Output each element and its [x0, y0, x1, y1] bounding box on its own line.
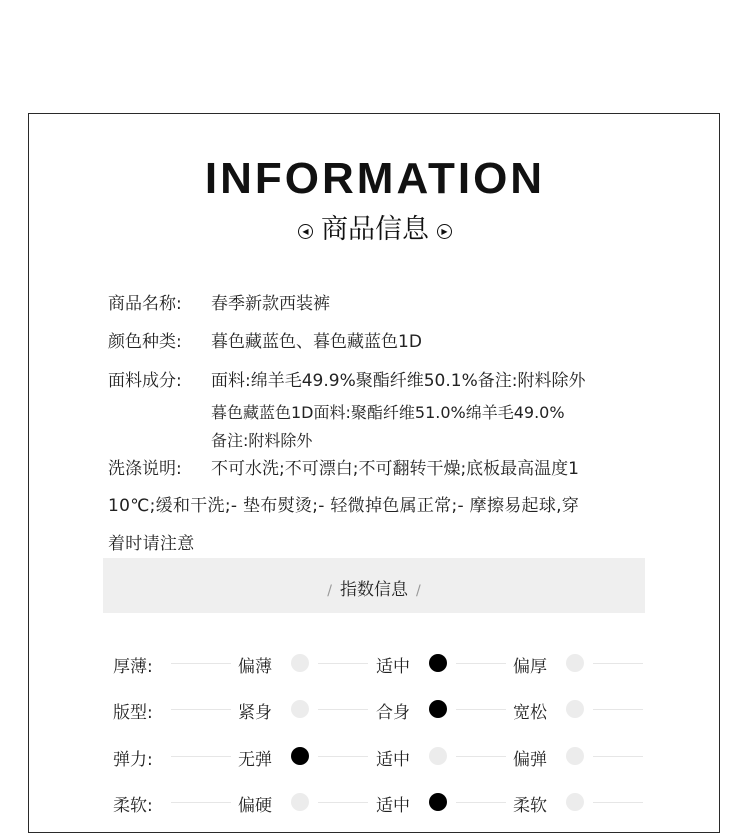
divider-line	[318, 756, 368, 757]
indicator-dot-selected	[429, 700, 447, 718]
option-label: 偏弹	[513, 750, 547, 770]
option-label: 适中	[376, 657, 410, 677]
index-label: 版型:	[113, 703, 153, 723]
color-value: 暮色藏蓝色、暮色藏蓝色1D	[211, 332, 422, 352]
index-row-fit	[113, 698, 653, 722]
divider-line	[171, 802, 231, 803]
option-label: 偏厚	[513, 657, 547, 677]
divider-line	[593, 663, 643, 664]
divider-line	[318, 663, 368, 664]
indicator-dot-selected	[429, 793, 447, 811]
divider-line	[171, 663, 231, 664]
wash-label: 洗涤说明:	[108, 459, 182, 479]
divider-line	[456, 663, 506, 664]
index-title	[103, 575, 645, 600]
divider-line	[456, 802, 506, 803]
option-label: 适中	[376, 750, 410, 770]
option-label: 合身	[376, 703, 410, 723]
slash-right: /	[416, 583, 421, 599]
product-name-value: 春季新款西装裤	[211, 294, 330, 314]
color-label: 颜色种类:	[108, 332, 182, 352]
right-arrow-icon: ▶	[437, 224, 452, 239]
index-label: 柔软:	[113, 796, 153, 816]
index-title-band	[103, 558, 645, 613]
indicator-dot	[566, 654, 584, 672]
slash-left: /	[327, 583, 332, 599]
divider-line	[171, 756, 231, 757]
wash-line-2: 10℃;缓和干洗;- 垫布熨烫;- 轻微掉色属正常;- 摩擦易起球,穿	[108, 496, 580, 516]
title-chinese-wrap	[0, 207, 750, 246]
title-english: INFORMATION	[204, 154, 546, 203]
divider-line	[318, 802, 368, 803]
index-label: 弹力:	[113, 750, 153, 770]
divider-line	[456, 709, 506, 710]
fabric-line-2: 暮色藏蓝色1D面料:聚酯纤维51.0%绵羊毛49.0%	[211, 403, 565, 422]
title-chinese: 商品信息	[321, 214, 429, 245]
fabric-label: 面料成分:	[108, 371, 182, 391]
divider-line	[593, 756, 643, 757]
option-label: 适中	[376, 796, 410, 816]
divider-line	[593, 802, 643, 803]
option-label: 无弹	[238, 750, 272, 770]
divider-line	[171, 709, 231, 710]
indicator-dot	[291, 700, 309, 718]
divider-line	[318, 709, 368, 710]
indicator-dot-selected	[291, 747, 309, 765]
option-label: 偏薄	[238, 657, 272, 677]
divider-line	[456, 756, 506, 757]
option-label: 偏硬	[238, 796, 272, 816]
option-label: 宽松	[513, 703, 547, 723]
index-row-softness	[113, 791, 653, 815]
index-title-text: 指数信息	[340, 580, 408, 600]
index-label: 厚薄:	[113, 657, 153, 677]
wash-value: 不可水洗;不可漂白;不可翻转干燥;底板最高温度1	[211, 459, 579, 479]
index-row-elasticity	[113, 745, 653, 769]
fabric-value: 面料:绵羊毛49.9%聚酯纤维50.1%备注:附料除外	[211, 371, 586, 391]
indicator-dot	[291, 793, 309, 811]
option-label: 紧身	[238, 703, 272, 723]
left-arrow-icon: ◀	[298, 224, 313, 239]
indicator-dot	[566, 793, 584, 811]
indicator-dot	[429, 747, 447, 765]
divider-line	[593, 709, 643, 710]
wash-line-3: 着时请注意	[108, 534, 195, 554]
indicator-dot-selected	[429, 654, 447, 672]
product-name-label: 商品名称:	[108, 294, 182, 314]
index-row-thickness	[113, 652, 653, 676]
indicator-dot	[291, 654, 309, 672]
indicator-dot	[566, 700, 584, 718]
indicator-dot	[566, 747, 584, 765]
fabric-line-3: 备注:附料除外	[211, 431, 313, 450]
option-label: 柔软	[513, 796, 547, 816]
